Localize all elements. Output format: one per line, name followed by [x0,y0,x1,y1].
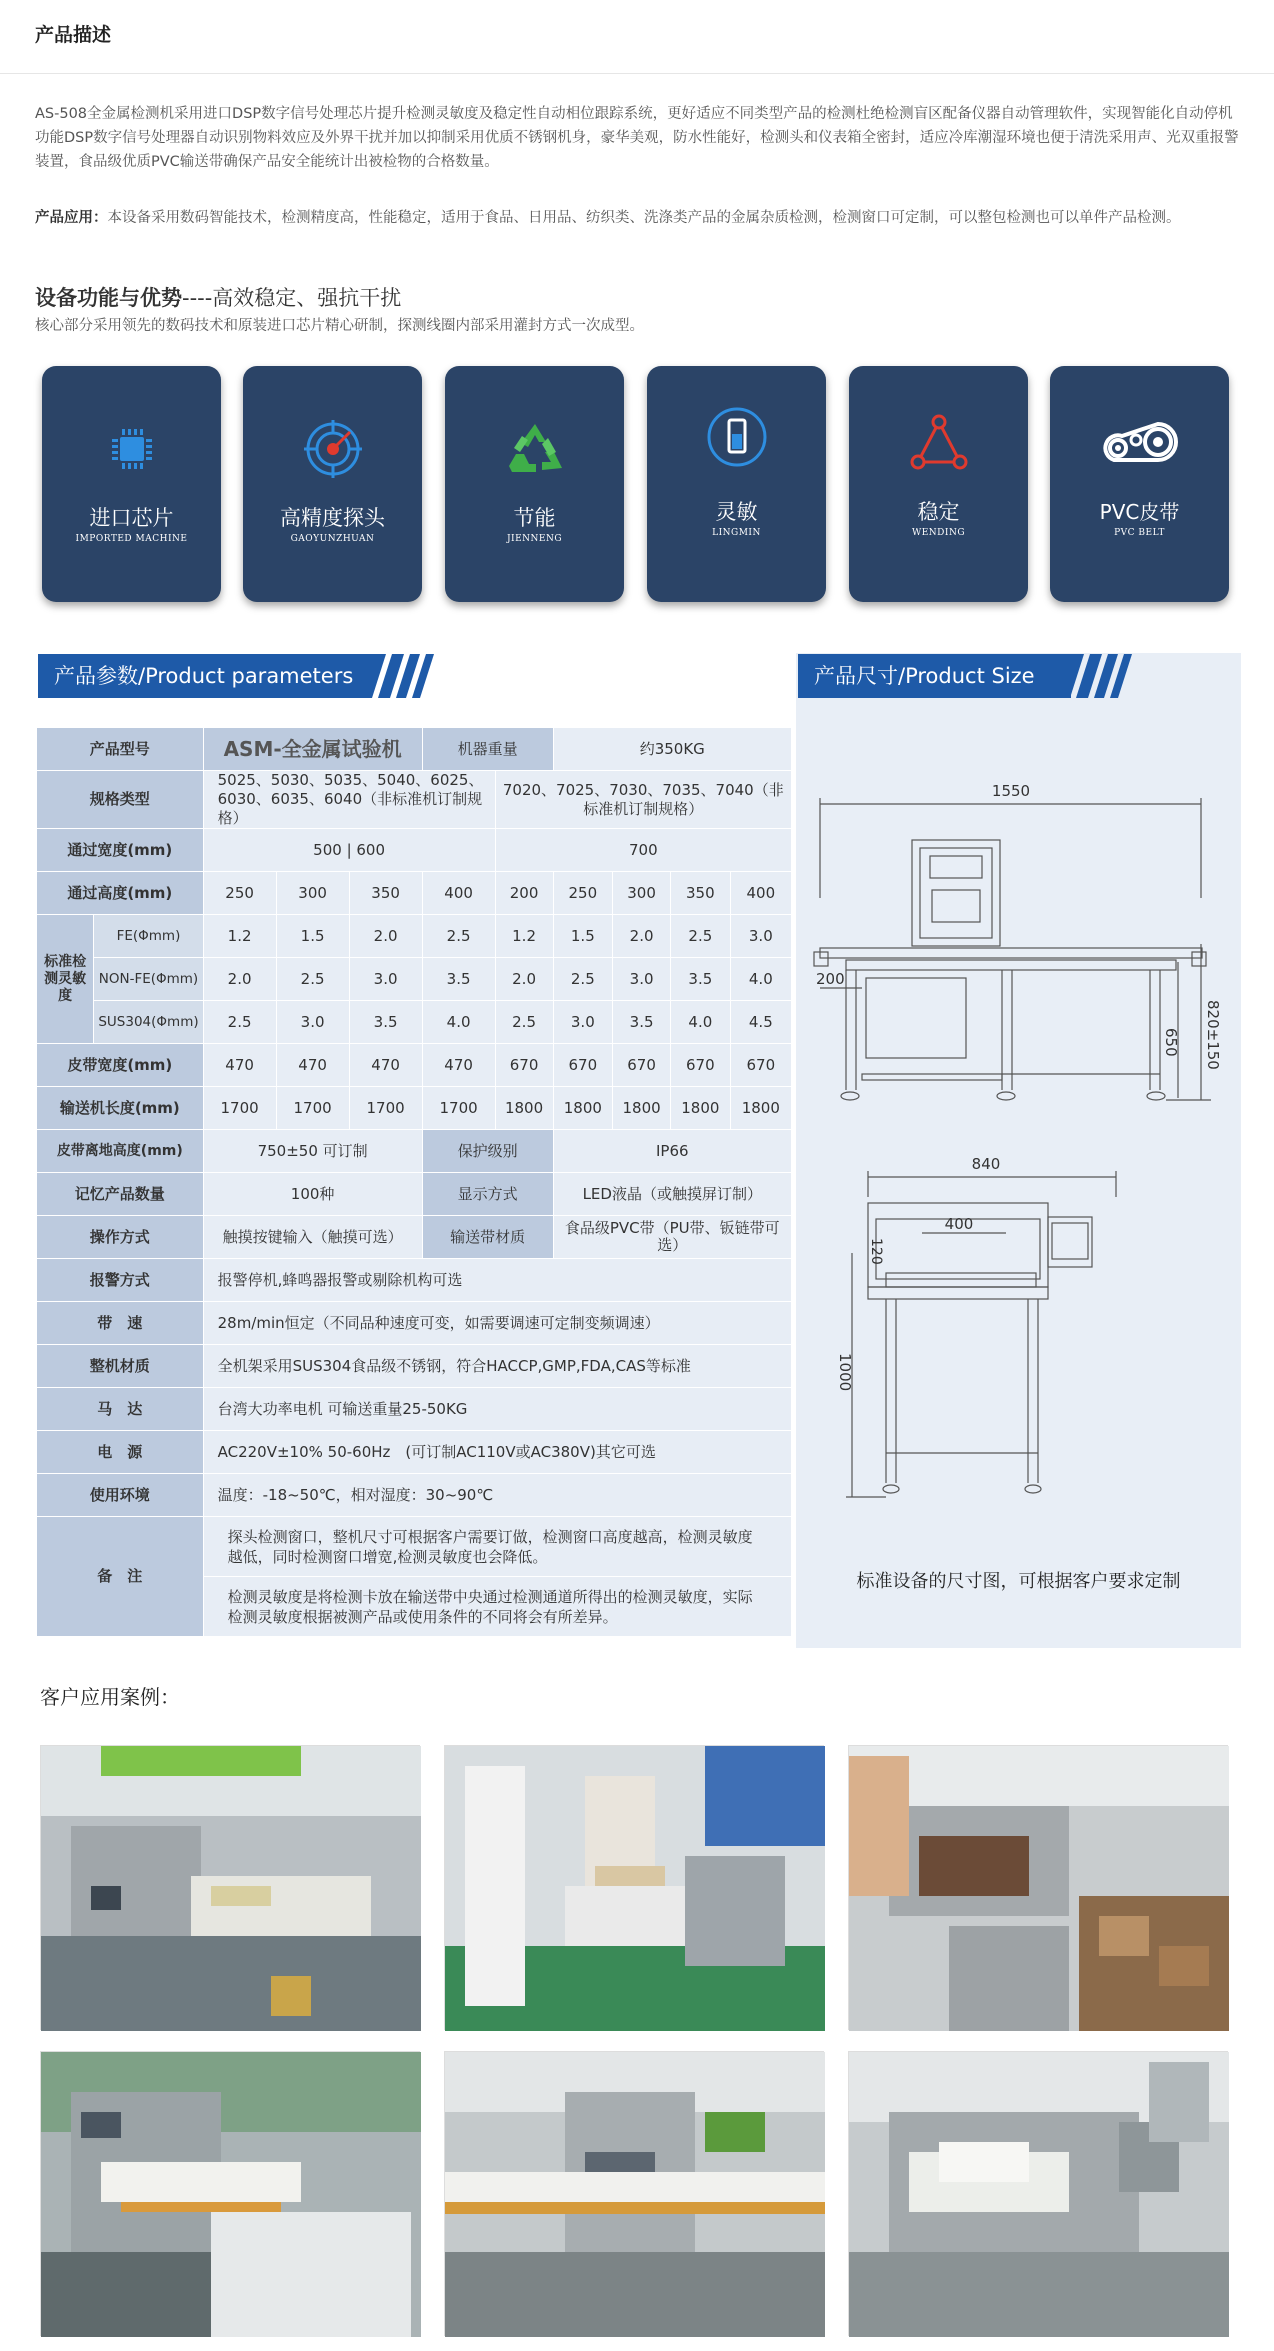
advantages-title-bold: 设备功能与优势 [35,286,182,310]
feature-name: 节能 [513,506,556,530]
remark-2: 检测灵敏度是将检测卡放在输送带中央通过检测通道所得出的检测灵敏度，实际检测灵敏度根据被测产品或使用条件的不同将会有所差异。 [203,1577,791,1637]
feature-name: 高精度探头 [280,506,385,530]
conveyor-length-cell: 1700 [422,1087,495,1130]
feature-subtitle: WENDING [911,528,966,538]
dim-length: 1550 [991,782,1031,800]
conveyor-length-cell: 1700 [349,1087,422,1130]
remark-1: 探头检测窗口，整机尺寸可根据客户需要订做，检测窗口高度越高，检测灵敏度越低，同时检测窗口增宽,检测灵敏度也会降低。 [203,1517,791,1577]
case-photo-1-image [41,1746,421,2031]
dim-window-height: 120 [868,1238,884,1265]
size-banner-stripes [1066,654,1138,698]
operate-label: 操作方式 [37,1216,204,1259]
fe-label: FE(Φmm) [94,915,203,958]
motor-value: 台湾大功率电机 可输送重量25-50KG [203,1388,791,1431]
feature-subtitle: LINGMIN [712,528,761,538]
case-photo [40,1745,420,2030]
application-label: 产品应用： [35,210,108,226]
conveyor-length-label: 输送机长度(mm) [37,1087,204,1130]
power-value: AC220V±10% 50-60Hz (可订制AC110V或AC380V)其它可选 [203,1431,791,1474]
chip-icon [101,418,163,480]
nonfe-cell: 3.5 [422,958,495,1001]
feature-name: PVC皮带 [1099,500,1180,524]
product-description: AS-508全金属检测机采用进口DSP数字信号处理芯片提升检测灵敏度及稳定性自动相位跟踪系统，更好适应不同类型产品的检测杜绝检测盲区配备仪器自动管理软件，实现智能化自动停机功能DSP数字信号处理器自动识别物料效应及外界干扰并加以抑制采用优质不锈钢机身，豪华美观，防水性能好，检测头和仪表箱全密封，适应冷库潮湿环境也便于清洗采用声、光双重报警装置，食品级优质PVC输送带确保产品安全能统计出被检物的合格数量。 [35,106,1239,170]
conveyor-length-cell: 1800 [730,1087,791,1130]
weight-value: 约350KG [553,728,791,771]
case-photo-5-image [445,2052,825,2337]
feature-card-pvc [1050,366,1229,602]
product-size-panel [796,653,1241,1648]
case-photo-4-image [41,2052,421,2337]
nonfe-cell: 2.0 [203,958,276,1001]
case-photo-6-image [849,2052,1229,2337]
width-a: 500 | 600 [203,829,495,872]
dim-width: 840 [971,1155,1001,1173]
belt-width-cell: 670 [730,1044,791,1087]
belt-width-cell: 670 [495,1044,553,1087]
sus-cell: 4.0 [671,1001,731,1044]
environment-value: 温度：-18~50℃，相对湿度：30~90℃ [203,1474,791,1517]
params-banner: 产品参数/Product parameters [38,654,371,698]
memory-label: 记忆产品数量 [37,1173,204,1216]
height-label: 通过高度(mm) [37,872,204,915]
conveyor-length-cell: 1800 [613,1087,671,1130]
nonfe-cell: 2.5 [553,958,613,1001]
size-banner: 产品尺寸/Product Size [798,654,1071,698]
belt-width-cell: 670 [671,1044,731,1087]
height-cell: 400 [422,872,495,915]
case-photo [444,2051,824,2336]
feature-card-chip [42,366,221,602]
dim-height: 1000 [836,1353,854,1392]
height-cell: 350 [671,872,731,915]
weight-label: 机器重量 [422,728,553,771]
fe-cell: 3.0 [730,915,791,958]
sensitivity-label: 标准检测灵敏度 [37,915,94,1044]
height-cell: 200 [495,872,553,915]
dim-window-width: 400 [944,1215,974,1233]
conveyor-material-value: 食品级PVC带（PU带、钣链带可选） [553,1216,791,1259]
display-label: 显示方式 [422,1173,553,1216]
operate-value: 触摸按键输入（触摸可选） [203,1216,422,1259]
spec-label: 规格类型 [37,771,204,829]
belt-height-label: 皮带离地高度(mm) [37,1130,204,1173]
conveyor-length-cell: 1800 [495,1087,553,1130]
sus-cell: 3.5 [349,1001,422,1044]
feature-card-sensitive [647,366,826,602]
fe-cell: 1.2 [495,915,553,958]
conveyor-length-cell: 1700 [203,1087,276,1130]
feature-name: 灵敏 [715,500,758,524]
belt-width-cell: 470 [203,1044,276,1087]
recycle-icon [504,418,566,480]
cases-title: 客户应用案例： [40,1685,180,1709]
conveyor-length-cell: 1800 [671,1087,731,1130]
advantages-title-rest: ----高效稳定、强抗干扰 [182,286,402,310]
target-probe-icon [302,418,364,480]
case-photo [40,2051,420,2336]
protect-label: 保护级别 [422,1130,553,1173]
feature-card-energy [445,366,624,602]
height-cell: 300 [613,872,671,915]
dim-total-height: 820±150 [1204,1000,1222,1070]
fe-cell: 2.0 [613,915,671,958]
protect-value: IP66 [553,1130,791,1173]
banner-stripes [366,654,444,698]
feature-subtitle: GAOYUNZHUAN [290,534,375,544]
nonfe-cell: 3.0 [613,958,671,1001]
sus-cell: 3.0 [553,1001,613,1044]
fe-cell: 1.2 [203,915,276,958]
power-label: 电 源 [37,1431,204,1474]
belt-width-cell: 470 [276,1044,349,1087]
fe-cell: 1.5 [276,915,349,958]
memory-value: 100种 [203,1173,422,1216]
material-value: 全机架采用SUS304食品级不锈钢，符合HACCP,GMP,FDA,CAS等标准 [203,1345,791,1388]
alarm-label: 报警方式 [37,1259,204,1302]
belt-pulley-icon [1100,412,1180,474]
feature-subtitle: IMPORTED MACHINE [75,534,188,544]
feature-name: 稳定 [917,500,960,524]
belt-height-value: 750±50 可订制 [203,1130,422,1173]
header-bar [0,0,1274,74]
environment-label: 使用环境 [37,1474,204,1517]
sus-cell: 2.5 [203,1001,276,1044]
sus-cell: 4.5 [730,1001,791,1044]
fe-cell: 1.5 [553,915,613,958]
fe-cell: 2.5 [422,915,495,958]
feature-card-stable [849,366,1028,602]
belt-width-label: 皮带宽度(mm) [37,1044,204,1087]
feature-subtitle: PVC BELT [1114,528,1165,538]
sus-cell: 3.0 [276,1001,349,1044]
application-text: 本设备采用数码智能技术，检测精度高，性能稳定，适用于食品、日用品、纺织类、洗涤类产品的金属杂质检测，检测窗口可定制，可以整包检测也可以单件产品检测。 [107,210,1181,226]
motor-label: 马 达 [37,1388,204,1431]
height-cell: 400 [730,872,791,915]
alarm-value: 报警停机,蜂鸣器报警或剔除机构可选 [203,1259,791,1302]
case-photo-2-image [445,1746,825,2031]
triangle-nodes-icon [908,412,970,474]
side-view-drawing [806,778,1226,1118]
nonfe-cell: 4.0 [730,958,791,1001]
nonfe-cell: 3.0 [349,958,422,1001]
nonfe-label: NON-FE(Φmm) [94,958,203,1001]
feature-subtitle: JIENNENG [506,534,563,544]
sus-label: SUS304(Φmm) [94,1001,203,1044]
belt-width-cell: 670 [613,1044,671,1087]
height-cell: 250 [203,872,276,915]
advantages-subtitle: 核心部分采用领先的数码技术和原装进口芯片精心研制，探测线圈内部采用灌封方式一次成型。 [35,318,644,334]
nonfe-cell: 2.5 [276,958,349,1001]
nonfe-cell: 2.0 [495,958,553,1001]
sus-cell: 4.0 [422,1001,495,1044]
conveyor-length-cell: 1700 [276,1087,349,1130]
belt-width-cell: 470 [349,1044,422,1087]
spec-table [36,727,792,1637]
spec-type-a: 5025、5030、5035、5040、6025、6030、6035、6040（非标准机订制规格） [203,771,495,829]
case-photo-3-image [849,1746,1229,2031]
conveyor-length-cell: 1800 [553,1087,613,1130]
height-cell: 350 [349,872,422,915]
remark-label: 备 注 [37,1517,204,1637]
sus-cell: 2.5 [495,1001,553,1044]
speed-label: 带 速 [37,1302,204,1345]
width-label: 通过宽度(mm) [37,829,204,872]
size-caption: 标准设备的尺寸图，可根据客户要求定制 [856,1571,1181,1592]
nonfe-cell: 3.5 [671,958,731,1001]
material-label: 整机材质 [37,1345,204,1388]
advantages-title [35,282,401,312]
sus-cell: 3.5 [613,1001,671,1044]
feature-name: 进口芯片 [89,506,174,530]
fe-cell: 2.5 [671,915,731,958]
height-cell: 300 [276,872,349,915]
feature-card-probe [243,366,422,602]
page-title: 产品描述 [35,24,112,46]
speed-value: 28m/min恒定（不同品种速度可变，如需要调速可定制变频调速） [203,1302,791,1345]
fe-cell: 2.0 [349,915,422,958]
height-cell: 250 [553,872,613,915]
product-application [35,206,1240,230]
model-label: 产品型号 [37,728,204,771]
front-view-drawing [836,1153,1186,1533]
model-value: ASM-全金属试验机 [203,728,422,771]
case-photo [848,1745,1228,2030]
conveyor-material-label: 输送带材质 [422,1216,553,1259]
case-photo [848,2051,1228,2336]
sensitivity-gauge-icon [706,406,768,468]
width-b: 700 [495,829,791,872]
belt-width-cell: 670 [553,1044,613,1087]
spec-type-b: 7020、7025、7030、7035、7040（非标准机订制规格） [495,771,791,829]
dim-inner: 650 [1162,1028,1180,1057]
belt-width-cell: 470 [422,1044,495,1087]
display-value: LED液晶（或触摸屏订制） [553,1173,791,1216]
dim-side: 200 [816,970,845,988]
case-photo [444,1745,824,2030]
